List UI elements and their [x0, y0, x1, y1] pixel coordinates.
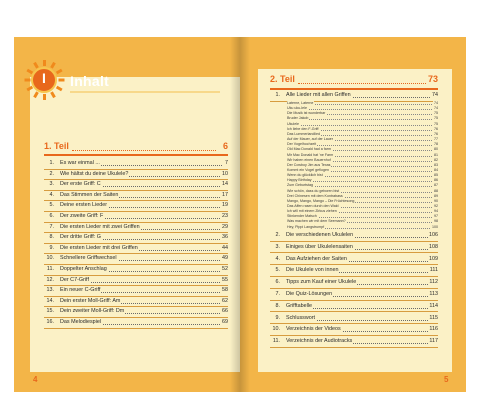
entry-title: Doppelter Anschlag	[60, 266, 107, 272]
entry-number: 3.	[49, 181, 54, 188]
entry-title: Mir Mac Donald hat 'ne Farm	[287, 152, 334, 157]
section-page: 6	[222, 141, 228, 151]
entry-page: 75	[434, 121, 438, 126]
entry-page: 114	[429, 302, 438, 309]
song-item	[287, 225, 438, 230]
entry-title: Der zweite Griff: F	[60, 213, 104, 219]
entry-number: 1.	[275, 92, 280, 98]
entry-page: 23	[222, 213, 228, 219]
entry-title: Schlusswort	[286, 314, 316, 321]
entry-page: 86	[434, 178, 438, 183]
entry-page: 94	[434, 209, 438, 214]
entry-number: 10.	[272, 326, 280, 333]
sun-badge-icon	[24, 60, 64, 100]
entry-page: 80	[434, 147, 438, 152]
toc-entry	[44, 233, 228, 243]
entry-page: 115	[429, 314, 438, 321]
entry-title: Der dritte Griff: G	[60, 234, 101, 241]
entry-title: Die verschiedenen Ukulelen	[286, 232, 354, 238]
entry-title: Auf der Mauer, auf der Lauer	[287, 137, 333, 142]
entry-page: 83	[434, 162, 438, 167]
section-heading-part-2	[270, 74, 438, 85]
entry-page: 111	[429, 267, 438, 274]
entry-title: Das Affen rasen durch den Wald	[287, 204, 339, 208]
entry-number: 4.	[49, 191, 54, 198]
entry-number: 2.	[275, 232, 280, 238]
entry-page: 19	[222, 202, 228, 209]
entry-page: 69	[222, 319, 228, 325]
entry-page: 81	[434, 152, 438, 157]
page-number-right: 5	[444, 375, 449, 384]
entry-page: 74	[434, 106, 438, 111]
entry-page: 88	[434, 188, 438, 193]
entry-page: 97	[434, 214, 438, 219]
entry-page: 85	[434, 173, 438, 178]
entry-title: Drei Chinesen mit dem Kontrabass	[287, 193, 343, 198]
entry-number: 11.	[272, 338, 280, 345]
toc-entry	[44, 180, 228, 190]
toc-entry	[44, 265, 228, 275]
entry-title: Ich liebe den F-Griff	[287, 126, 319, 131]
entry-page: 108	[429, 243, 438, 250]
entry-title: Kommt ein Vogel geflogen	[287, 167, 329, 172]
entry-page: 55	[222, 276, 228, 283]
entry-title: Was machen wir mit dem Seemann?	[287, 219, 346, 224]
entry-title: Grifftabelle	[286, 302, 312, 309]
entry-title: Der Cowboy Jim aus Texas	[287, 162, 331, 167]
toc-entry	[270, 302, 438, 312]
toc-entry	[270, 325, 438, 335]
entry-page: 113	[429, 291, 438, 297]
toc-entry	[44, 276, 228, 286]
entry-title: Ein neuer C-Griff	[60, 287, 101, 294]
toc-entry	[44, 254, 228, 264]
book-spread	[14, 37, 466, 392]
entry-number: 15.	[46, 308, 54, 315]
entry-title: Der Vogelhochzeit	[287, 142, 317, 147]
entry-number: 7.	[49, 223, 54, 230]
entry-page: 78	[434, 142, 438, 147]
right-page	[240, 37, 466, 392]
entry-title: Die Ukulele von innen	[286, 267, 339, 274]
entry-title: Das Aufziehen der Saiten	[286, 255, 347, 262]
entry-page: 77	[434, 137, 438, 142]
toc-entry	[44, 318, 228, 328]
entry-number: 8.	[49, 234, 54, 241]
entry-page: 76	[434, 126, 438, 131]
entry-title: Die ersten Lieder mit drei Griffen	[60, 244, 138, 251]
toc-entry	[270, 255, 438, 265]
entry-page: 90	[434, 198, 438, 203]
entry-page: 62	[222, 297, 228, 304]
entry-number: 2.	[49, 170, 54, 177]
entry-number: 3.	[275, 243, 280, 250]
entry-title: Wir haben einen Bauernhof	[287, 157, 331, 162]
song-list	[287, 101, 438, 231]
entry-title: Das Lummerlandlied	[287, 131, 320, 136]
entry-page: 98	[434, 219, 438, 224]
toc-entry	[44, 223, 228, 233]
toc-entry	[44, 286, 228, 296]
entry-number: 9.	[49, 244, 54, 251]
entry-page: 92	[434, 204, 438, 208]
entry-title: Schnellere Griffwechsel	[60, 255, 117, 262]
toc-entry	[44, 159, 228, 169]
entry-title: Es war einmal ...	[60, 160, 100, 166]
entry-title: Happy Birthday	[287, 178, 312, 183]
entry-title: Uku uku-lele	[287, 106, 307, 111]
entry-title: Tipps zum Kauf einer Ukulele	[286, 279, 357, 286]
entry-number: 14.	[46, 297, 54, 304]
toc-entry	[270, 91, 438, 101]
toc-entry	[44, 297, 228, 307]
entry-title: Stinkender Matsch	[287, 214, 317, 219]
chapter-letter: I	[42, 70, 46, 86]
section-rule	[270, 88, 438, 90]
entry-number: 5.	[49, 202, 54, 209]
entry-page: 17	[222, 191, 228, 198]
entry-page: 109	[429, 255, 438, 262]
entry-number: 11.	[46, 266, 54, 272]
entry-title: Hey, Pippi Langstrumpf	[287, 224, 325, 229]
entry-page: 52	[222, 266, 228, 272]
entry-number: 5.	[275, 267, 280, 274]
entry-title: Wenn du glücklich bist	[287, 173, 323, 178]
entry-page: 7	[225, 160, 228, 166]
entry-page: 89	[434, 193, 438, 198]
entry-page: 106	[429, 232, 438, 238]
right-toc-list	[270, 231, 438, 351]
entry-page: 84	[434, 167, 438, 172]
section-rule	[44, 154, 228, 156]
entry-page: 87	[434, 183, 438, 188]
section-label: 1. Teil	[44, 141, 69, 151]
entry-number: 7.	[275, 291, 280, 297]
entry-page: 66	[222, 308, 228, 315]
entry-page: 36	[222, 234, 228, 241]
title-underline	[70, 91, 220, 93]
toc-entry	[270, 337, 438, 347]
entry-number: 6.	[49, 213, 54, 219]
page-number-left: 4	[33, 375, 38, 384]
entry-title: Ich will mit einem Zirkus ziehen	[287, 209, 337, 214]
entry-page: 14	[222, 181, 228, 188]
entry-page: 75	[434, 116, 438, 121]
toc-entry	[44, 307, 228, 317]
entry-page: 29	[222, 223, 228, 230]
toc-entry	[44, 191, 228, 201]
entry-number: 12.	[46, 276, 54, 283]
entry-page: 100	[432, 224, 438, 229]
entry-title: Old Mac Donald had a farm	[287, 147, 331, 152]
entry-title: Bruder Jakob	[287, 116, 309, 121]
entry-title: Ukulele	[287, 121, 299, 126]
entry-title: Mango, Mango, Mango – Die Früchtesong	[287, 198, 355, 203]
toc-entry	[44, 212, 228, 222]
contents-title: Inhalt	[70, 73, 110, 89]
entry-title: Wie hältst du deine Ukulele?	[60, 170, 129, 177]
entry-number: 1.	[49, 160, 54, 166]
entry-title: Das Melodiespiel	[60, 319, 102, 325]
entry-title: Das Stimmen der Saiten	[60, 191, 119, 198]
entry-title: Die ersten Lieder mit zwei Griffen	[60, 223, 140, 230]
entry-page: 112	[429, 279, 438, 286]
entry-number: 10.	[46, 255, 54, 262]
right-toc-first-entry	[270, 91, 438, 101]
entry-title: Der erste Griff: C	[60, 181, 101, 188]
section-label: 2. Teil	[270, 74, 295, 84]
toc-entry	[270, 243, 438, 253]
toc-entry	[270, 278, 438, 288]
entry-title: Einiges über Ukulelensaiten	[286, 243, 353, 250]
entry-page: 74	[434, 101, 438, 105]
entry-page: 10	[222, 170, 228, 177]
entry-page: 74	[432, 92, 438, 98]
toc-entry	[44, 244, 228, 254]
entry-title: Verzeichnis der Videos	[286, 326, 341, 333]
entry-title: Die Musik ist wunderbar	[287, 111, 326, 116]
entry-number: 16.	[46, 319, 54, 325]
toc-entry	[270, 266, 438, 276]
entry-title: Dein erster Moll-Griff: Am	[60, 297, 121, 304]
section-heading-part-1	[44, 141, 228, 152]
entry-page: 44	[222, 244, 228, 251]
toc-entry	[44, 170, 228, 180]
toc-entry	[270, 231, 438, 241]
toc-entry	[270, 314, 438, 324]
entry-number: 4.	[275, 255, 280, 262]
entry-number: 9.	[275, 314, 280, 321]
entry-title: Deine ersten Lieder	[60, 202, 108, 209]
entry-page: 82	[434, 157, 438, 162]
entry-number: 6.	[275, 279, 280, 286]
entry-page: 76	[434, 131, 438, 136]
entry-title: Dein zweiter Moll-Griff: Dm	[60, 308, 125, 315]
entry-title: Wie schön, dass du geboren bist	[287, 188, 340, 193]
entry-number: 13.	[46, 287, 54, 294]
entry-title: Laterne, Laterne	[287, 101, 314, 105]
entry-page: 49	[222, 255, 228, 262]
toc-entry	[270, 290, 438, 300]
section-page: 73	[427, 74, 438, 84]
entry-number: 8.	[275, 302, 280, 309]
entry-title: Zum Geburtstag	[287, 183, 313, 188]
entry-title: Verzeichnis der Audiotracks	[286, 338, 353, 345]
left-page	[14, 37, 240, 392]
entry-page: 58	[222, 287, 228, 294]
entry-title: Der C7-Griff	[60, 276, 89, 283]
entry-page: 75	[434, 111, 438, 116]
toc-entry	[44, 201, 228, 211]
left-toc-list	[44, 159, 228, 329]
entry-page: 116	[429, 326, 438, 333]
entry-title: Alle Lieder mit allen Griffen	[286, 92, 351, 98]
entry-title: Die Quiz-Lösungen	[286, 291, 333, 297]
entry-page: 117	[429, 338, 438, 345]
